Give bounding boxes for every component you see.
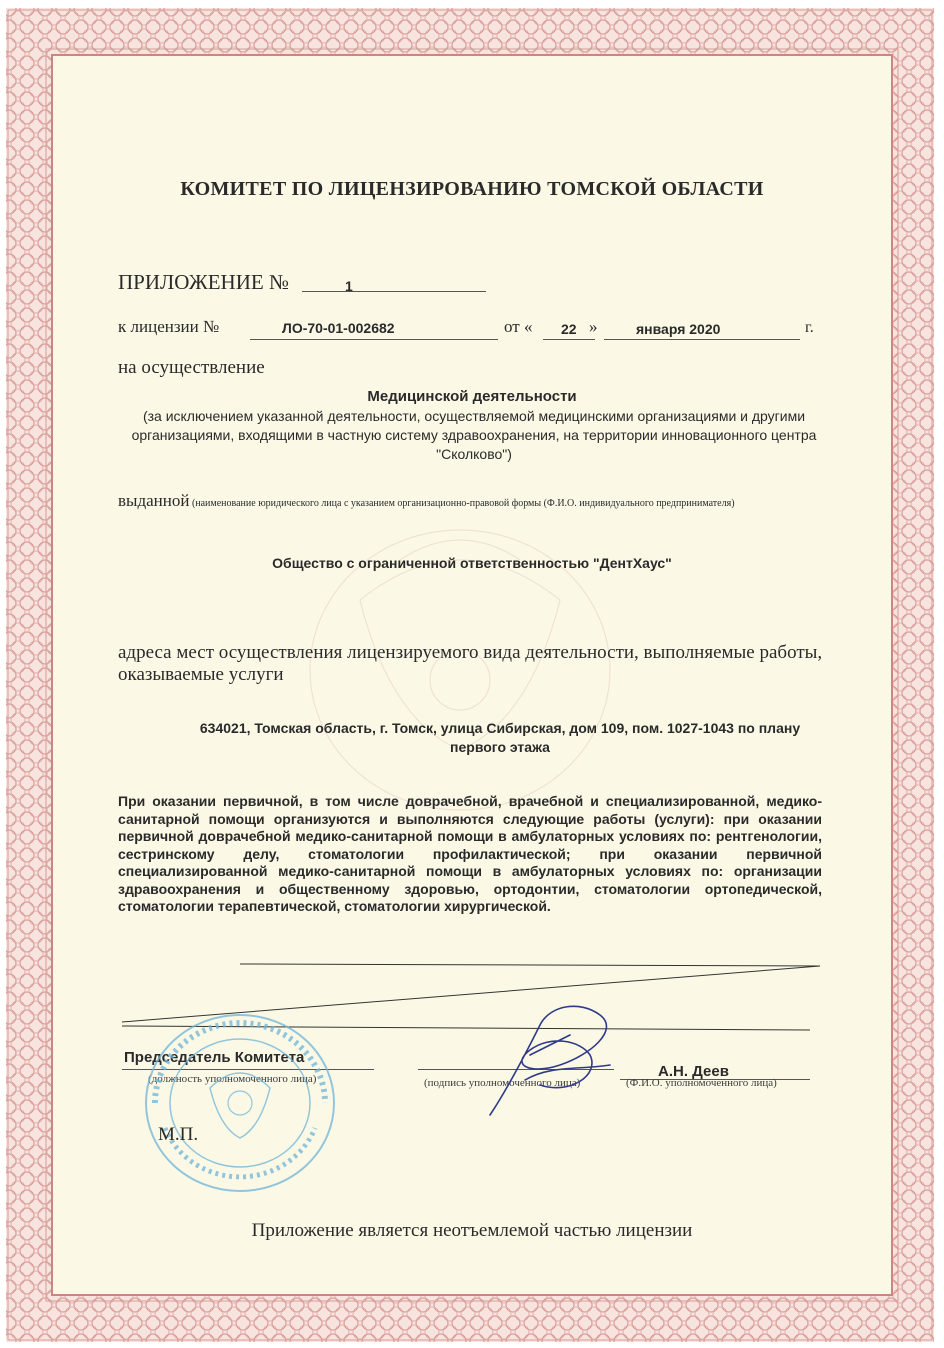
issued-hint: (наименование юридического лица с указанием организационно-правовой формы (Ф.И.О. индивидуального предпринимателя) [191,498,735,509]
license-close-quote: » [589,317,598,336]
handwritten-signature [470,995,630,1125]
license-from-label: от « [504,317,533,336]
activity-label: на осуществление [118,357,265,378]
issued-label: выданной [118,491,190,510]
license-year-suffix: г. [805,319,814,336]
name-caption: (Ф.И.О. уполномоченного лица) [626,1077,777,1089]
address-label: адреса мест осуществления лицензируемого вида деятельности, выполняемые работы, оказываемые услуги [118,642,823,685]
address-value: 634021, Томская область, г. Томск, улица Сибирская, дом 109, пом. 1027-1043 по плану первого этажа [199,720,801,755]
sign-caption: (подпись уполномоченного лица) [424,1077,581,1089]
services-text: При оказании первичной, в том числе доврачебной, врачебной и специализированной, медико-санитарной помощи организуются и выполняются следующие работы (услуги): при оказании первичной доврачебной медико-санитарной помощи в амбулаторных условиях по: рентгенологии, сестринскому делу, стоматологии профилактической; при оказании первичной специализированной медико-санитарной помощи в амбулаторных условиях по: организации здравоохранения и общественному здоровью, ортодонтии, стоматологии ортопедической, стоматологии терапевтической, стоматологии хирургической. [118,793,822,914]
signer-name: А.Н. Деев [658,1063,729,1080]
appendix-number-line [302,291,486,292]
license-date-line [604,339,800,340]
license-day-line [543,339,595,340]
license-day: 22 [561,321,577,337]
appendix-label: ПРИЛОЖЕНИЕ № [118,270,289,294]
committee-title: КОМИТЕТ ПО ЛИЦЕНЗИРОВАНИЮ ТОМСКОЙ ОБЛАСТИ [180,178,764,200]
stamp-label: М.П. [158,1124,199,1145]
license-number-line [250,339,498,340]
position-caption: (должность уполномоченного лица) [148,1073,317,1085]
license-month-year: января 2020 [636,321,721,337]
official-stamp [140,1008,340,1198]
license-number: ЛО-70-01-002682 [282,320,395,336]
appendix-number: 1 [345,278,353,294]
license-label: к лицензии № [118,317,220,336]
footer-text: Приложение является неотъемлемой частью лицензии [251,1220,693,1241]
activity-note: (за исключением указанной деятельности, осуществляемой медицинскими организациями и другими организациями, входящими в частную систему здравоохранения, на территории инновационного центра "Сколково") [131,408,817,462]
issued-org: Общество с ограниченной ответственностью "ДентХаус" [272,555,672,571]
signer-position: Председатель Комитета [124,1049,305,1066]
issued-block [118,492,830,512]
activity-title: Медицинской деятельности [367,388,577,405]
